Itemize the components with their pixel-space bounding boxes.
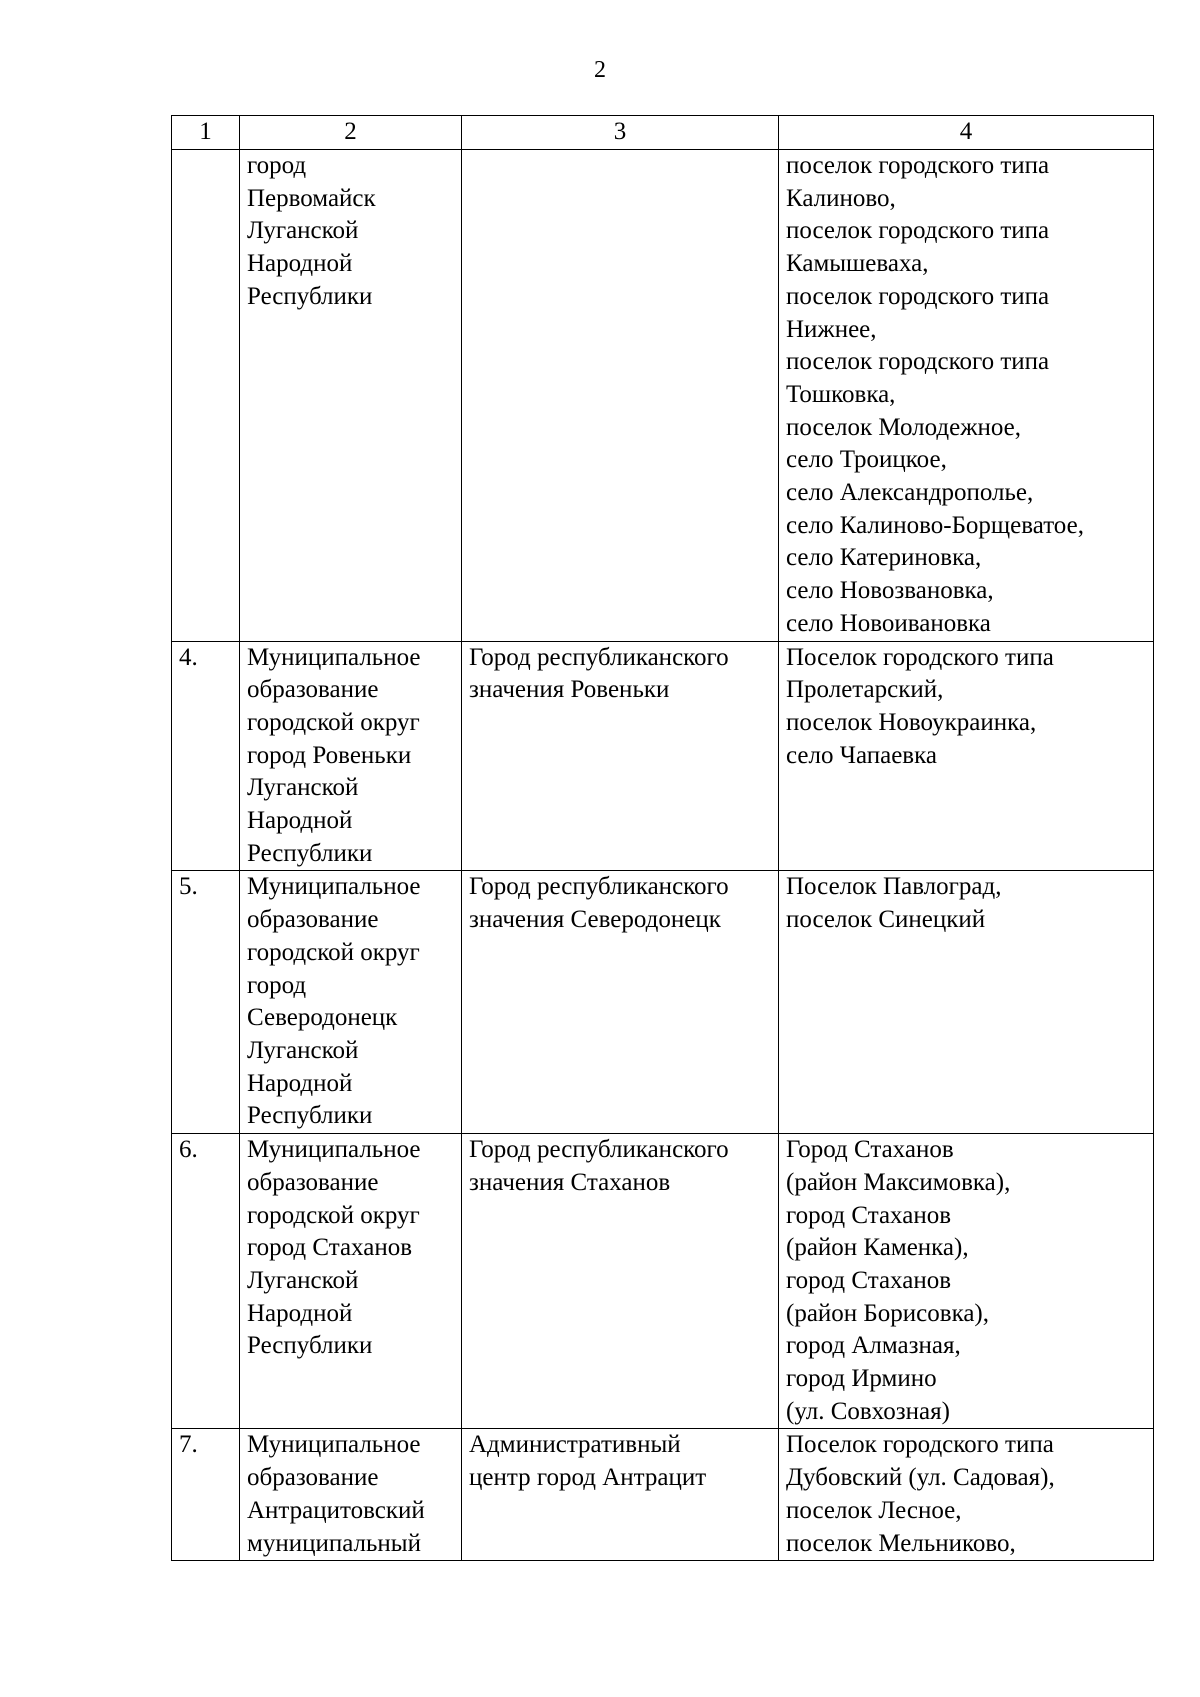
cell-text-line: Дубовский (ул. Садовая), [786,1464,1055,1492]
column-header-4: 4 [779,116,1154,150]
cell-text-line: Муниципальное [247,1431,421,1459]
cell-text-line: Луганской [247,1036,359,1064]
settlements-cell [779,641,1154,871]
cell-text-line: город [247,152,307,179]
row-number-cell: 7. [172,1429,240,1561]
cell-text-line: село Новозвановка, [786,577,994,605]
cell-text-line: село Новоивановка [786,609,991,637]
cell-text-line: Город республиканского [469,873,729,901]
municipality-cell [240,641,462,871]
cell-text-line: Северодонецк [247,1004,398,1032]
municipality-cell [240,1134,462,1429]
cell-text-line: город Стаханов [247,1234,413,1262]
settlements-cell [779,1429,1154,1561]
table-body [172,150,1154,1561]
cell-text-line: город Стаханов [786,1266,952,1294]
cell-text-line: поселок городского типа [786,282,1050,310]
table-row [172,1134,1154,1429]
cell-text-line: Муниципальное [247,873,421,901]
cell-text-line: образование [247,906,379,934]
cell-text-line: поселок городского типа [786,348,1050,376]
page-number: 2 [594,57,606,83]
cell-text-line: Административный [469,1431,681,1459]
cell-text-line: Первомайск [247,184,376,212]
administrative-center-cell [462,871,779,1134]
municipality-cell [240,871,462,1134]
administrative-center-cell [462,1429,779,1561]
cell-text-line: Нижнее, [786,315,877,343]
row-number-cell: 6. [172,1134,240,1429]
cell-text-line: Луганской [247,217,359,245]
cell-text-line: Луганской [247,774,359,802]
cell-text-line: город [247,971,307,999]
administrative-center-cell [462,150,779,642]
cell-text-line: Республики [247,839,373,867]
cell-text-line: Республики [247,282,373,310]
cell-text-line: (район Максимовка), [786,1168,1011,1196]
cell-text-line: (район Каменка), [786,1234,969,1262]
cell-text-line: образование [247,1464,379,1492]
cell-text-line: город Ровеньки [247,741,412,769]
cell-text-line: значения Северодонецк [469,906,721,934]
administrative-center-cell [462,1134,779,1429]
settlements-cell [779,871,1154,1134]
cell-text-line: (район Борисовка), [786,1299,990,1327]
cell-text-line: Город Стаханов [786,1136,954,1164]
cell-text-line: село Чапаевка [786,741,937,769]
administrative-center-cell [462,641,779,871]
cell-text-line: значения Ровеньки [469,676,670,704]
cell-text-line: поселок Мельниково, [786,1529,1016,1557]
table-row [172,641,1154,871]
cell-text-line: Муниципальное [247,643,421,671]
cell-text-line: поселок городского типа [786,217,1050,245]
cell-text-line: город Ирмино [786,1365,937,1393]
cell-text-line: муниципальный [247,1529,421,1557]
cell-text-line: Народной [247,1299,353,1327]
municipality-cell [240,150,462,642]
cell-text-line: Тошковка, [786,380,896,408]
column-header-1: 1 [172,116,240,150]
cell-text-line: поселок Новоукраинка, [786,708,1037,736]
settlements-cell [779,1134,1154,1429]
cell-text-line: Народной [247,1069,353,1097]
cell-text-line: Поселок городского типа [786,643,1054,671]
cell-text-line: городской округ [247,1201,420,1229]
cell-text-line: Народной [247,807,353,835]
cell-text-line: Антрацитовский [247,1496,425,1524]
cell-text-line: Калиново, [786,184,896,212]
table-row [172,150,1154,642]
table-header-row [172,116,1154,150]
cell-text-line: Республики [247,1332,373,1360]
cell-text-line: Народной [247,250,353,278]
cell-text-line: образование [247,1168,379,1196]
table-row [172,871,1154,1134]
municipality-cell [240,1429,462,1561]
table-row [172,1429,1154,1561]
cell-text-line: значения Стаханов [469,1168,671,1196]
row-number-cell: 4. [172,641,240,871]
cell-text-line: поселок городского типа [786,152,1050,179]
column-header-2: 2 [240,116,462,150]
column-header-3: 3 [462,116,779,150]
cell-text-line: Город республиканского [469,643,729,671]
settlements-cell [779,150,1154,642]
cell-text-line: Поселок Павлоград, [786,873,1002,901]
cell-text-line: образование [247,676,379,704]
cell-text-line: город Стаханов [786,1201,952,1229]
cell-text-line: городской округ [247,708,420,736]
cell-text-line: село Катериновка, [786,544,982,572]
cell-text-line: поселок Молодежное, [786,413,1022,441]
settlements-table [171,115,1154,1561]
cell-text-line: центр город Антрацит [469,1464,707,1492]
cell-text-line: поселок Синецкий [786,906,986,934]
cell-text-line: Луганской [247,1266,359,1294]
cell-text-line: Муниципальное [247,1136,421,1164]
cell-text-line: Камышеваха, [786,250,929,278]
cell-text-line: село Троицкое, [786,446,947,474]
row-number-cell [172,150,240,642]
cell-text-line: Поселок городского типа [786,1431,1054,1459]
cell-text-line: поселок Лесное, [786,1496,962,1524]
cell-text-line: (ул. Совхозная) [786,1397,950,1425]
cell-text-line: Пролетарский, [786,676,944,704]
cell-text-line: Республики [247,1102,373,1130]
row-number-cell: 5. [172,871,240,1134]
cell-text-line: село Александрополье, [786,479,1034,507]
cell-text-line: городской округ [247,938,420,966]
cell-text-line: город Алмазная, [786,1332,961,1360]
cell-text-line: Город республиканского [469,1136,729,1164]
cell-text-line: село Калиново-Борщеватое, [786,511,1084,539]
